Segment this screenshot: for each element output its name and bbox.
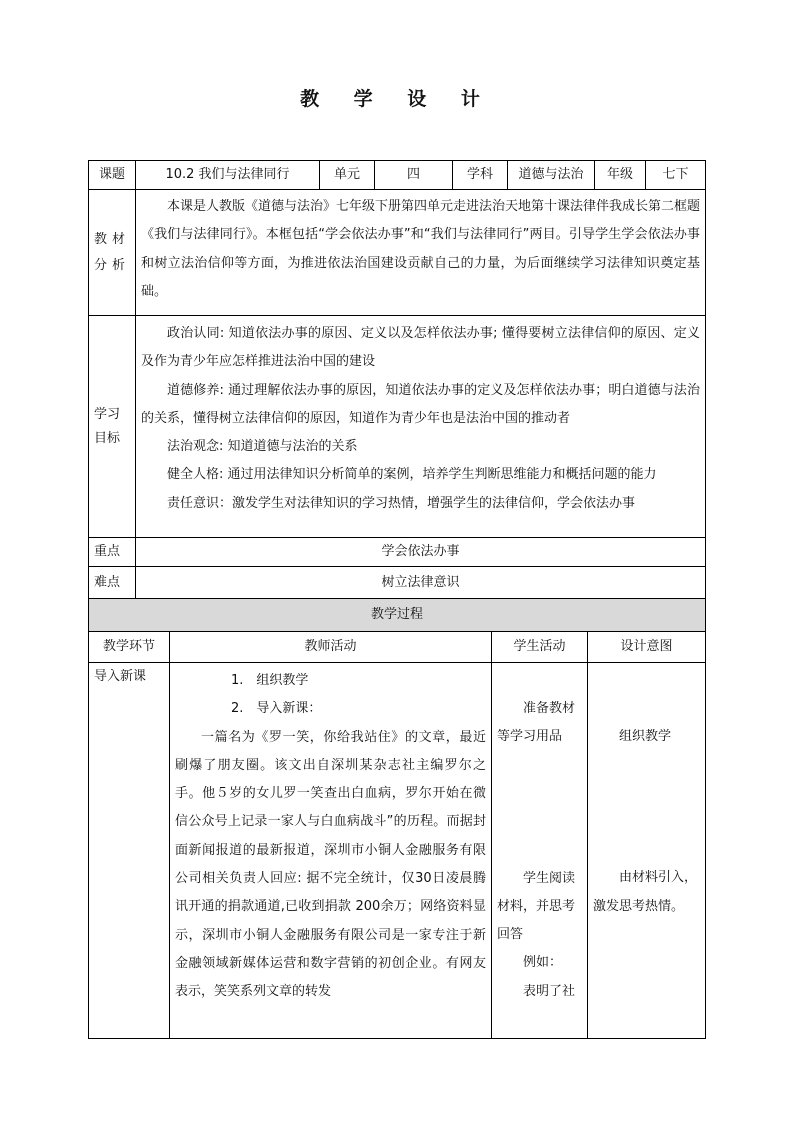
objectives-label: 学习目标 — [88, 315, 136, 538]
teacher-activity — [169, 662, 492, 1039]
objective-item: 法治观念: 知道道德与法治的关系 — [167, 439, 358, 455]
subject-label: 学科 — [452, 160, 508, 190]
teacher-step: 2. 导入新课： — [231, 701, 322, 717]
unit-label: 单元 — [319, 160, 375, 190]
column-header: 学生活动 — [491, 631, 588, 663]
subject-value: 道德与法治 — [507, 160, 595, 190]
objective-item: 道德修养: 通过理解依法办事的原因，知道依法办事的定义及怎样依法办事；明白道德与法治的关系，懂得树立法律信仰的原因，知道作为青少年也是法治中国的推动者 — [141, 382, 700, 426]
objectives-list — [135, 315, 706, 538]
objective-item: 健全人格: 通过用法律知识分析简单的案例，培养学生判断思维能力和概括问题的能力 — [167, 467, 657, 483]
teacher-story: 一篇名为《罗一笑，你给我站住》的文章，最近刷爆了朋友圈。该文出自深圳某杂志社主编罗尔之手。他５岁的女儿罗一笑查出白血病，罗尔开始在微信公众号上记录一家人与白血病战斗”的历程。而据封面新闻报道的最新报道，深圳市小铜人金融服务有限公司相关负责人回应: 据不完全统计，仅30日凌晨腾讯开通的捐款通道,已收到捐款 200余万；网络资料显示，深圳市小铜人金融服务有限公司是一家专注于新金融领域新媒体运营和数字营销的初创企业。有网友表示，笑笑系列文章的转发 — [175, 729, 486, 1000]
analysis-text: 本课是人教版《道德与法治》七年级下册第四单元走进法治天地第十课法律伴我成长第二框题《我们与法律同行》。本框包括“学会依法办事”和“我们与法律同行”两目。引导学生学会依法办事和树立法治信仰等方面，为推进依法治国建设贡献自己的力量，为后面继续学习法律知识奠定基础。 — [135, 189, 706, 316]
intent-text: 组织教学 — [619, 729, 672, 744]
topic-value: 10.2 我们与法律同行 — [135, 160, 320, 190]
key-point-value: 学会依法办事 — [135, 537, 706, 567]
column-header: 教师活动 — [169, 631, 492, 663]
student-text: 表明了社 — [523, 983, 576, 999]
objective-item: 政治认同: 知道依法办事的原因、定义以及怎样依法办事; 懂得要树立法律信仰的原因、定义及作为青少年应怎样推进法治中国的建设 — [141, 326, 700, 370]
process-heading: 教学过程 — [88, 598, 706, 632]
objective-item: 责任意识：激发学生对法律知识的学习热情，增强学生的法律信仰，学会依法办事 — [167, 495, 636, 511]
analysis-label: 教材分析 — [88, 189, 136, 316]
page-title: 教 学 设 计 — [300, 88, 494, 110]
grade-value: 七下 — [645, 160, 706, 190]
design-intent — [587, 662, 706, 1039]
lesson-plan-table — [88, 160, 706, 1039]
key-point-label: 重点 — [88, 537, 136, 567]
unit-value: 四 — [374, 160, 453, 190]
difficulty-label: 难点 — [88, 566, 136, 599]
student-text: 例如： — [523, 955, 563, 971]
student-text: 准备教材等学习用品 — [497, 701, 576, 745]
intent-text: 由材料引入，激发思考热情。 — [593, 870, 698, 914]
grade-label: 年级 — [594, 160, 646, 190]
difficulty-value: 树立法律意识 — [135, 566, 706, 599]
column-header: 教学环节 — [88, 631, 170, 663]
teacher-step: 1. 组织教学 — [231, 673, 309, 688]
stage-label: 导入新课 — [88, 662, 170, 1039]
student-activity — [491, 662, 588, 1039]
column-header: 设计意图 — [587, 631, 706, 663]
topic-label: 课题 — [88, 160, 136, 190]
student-text: 学生阅读材料，并思考回答 — [497, 870, 576, 943]
